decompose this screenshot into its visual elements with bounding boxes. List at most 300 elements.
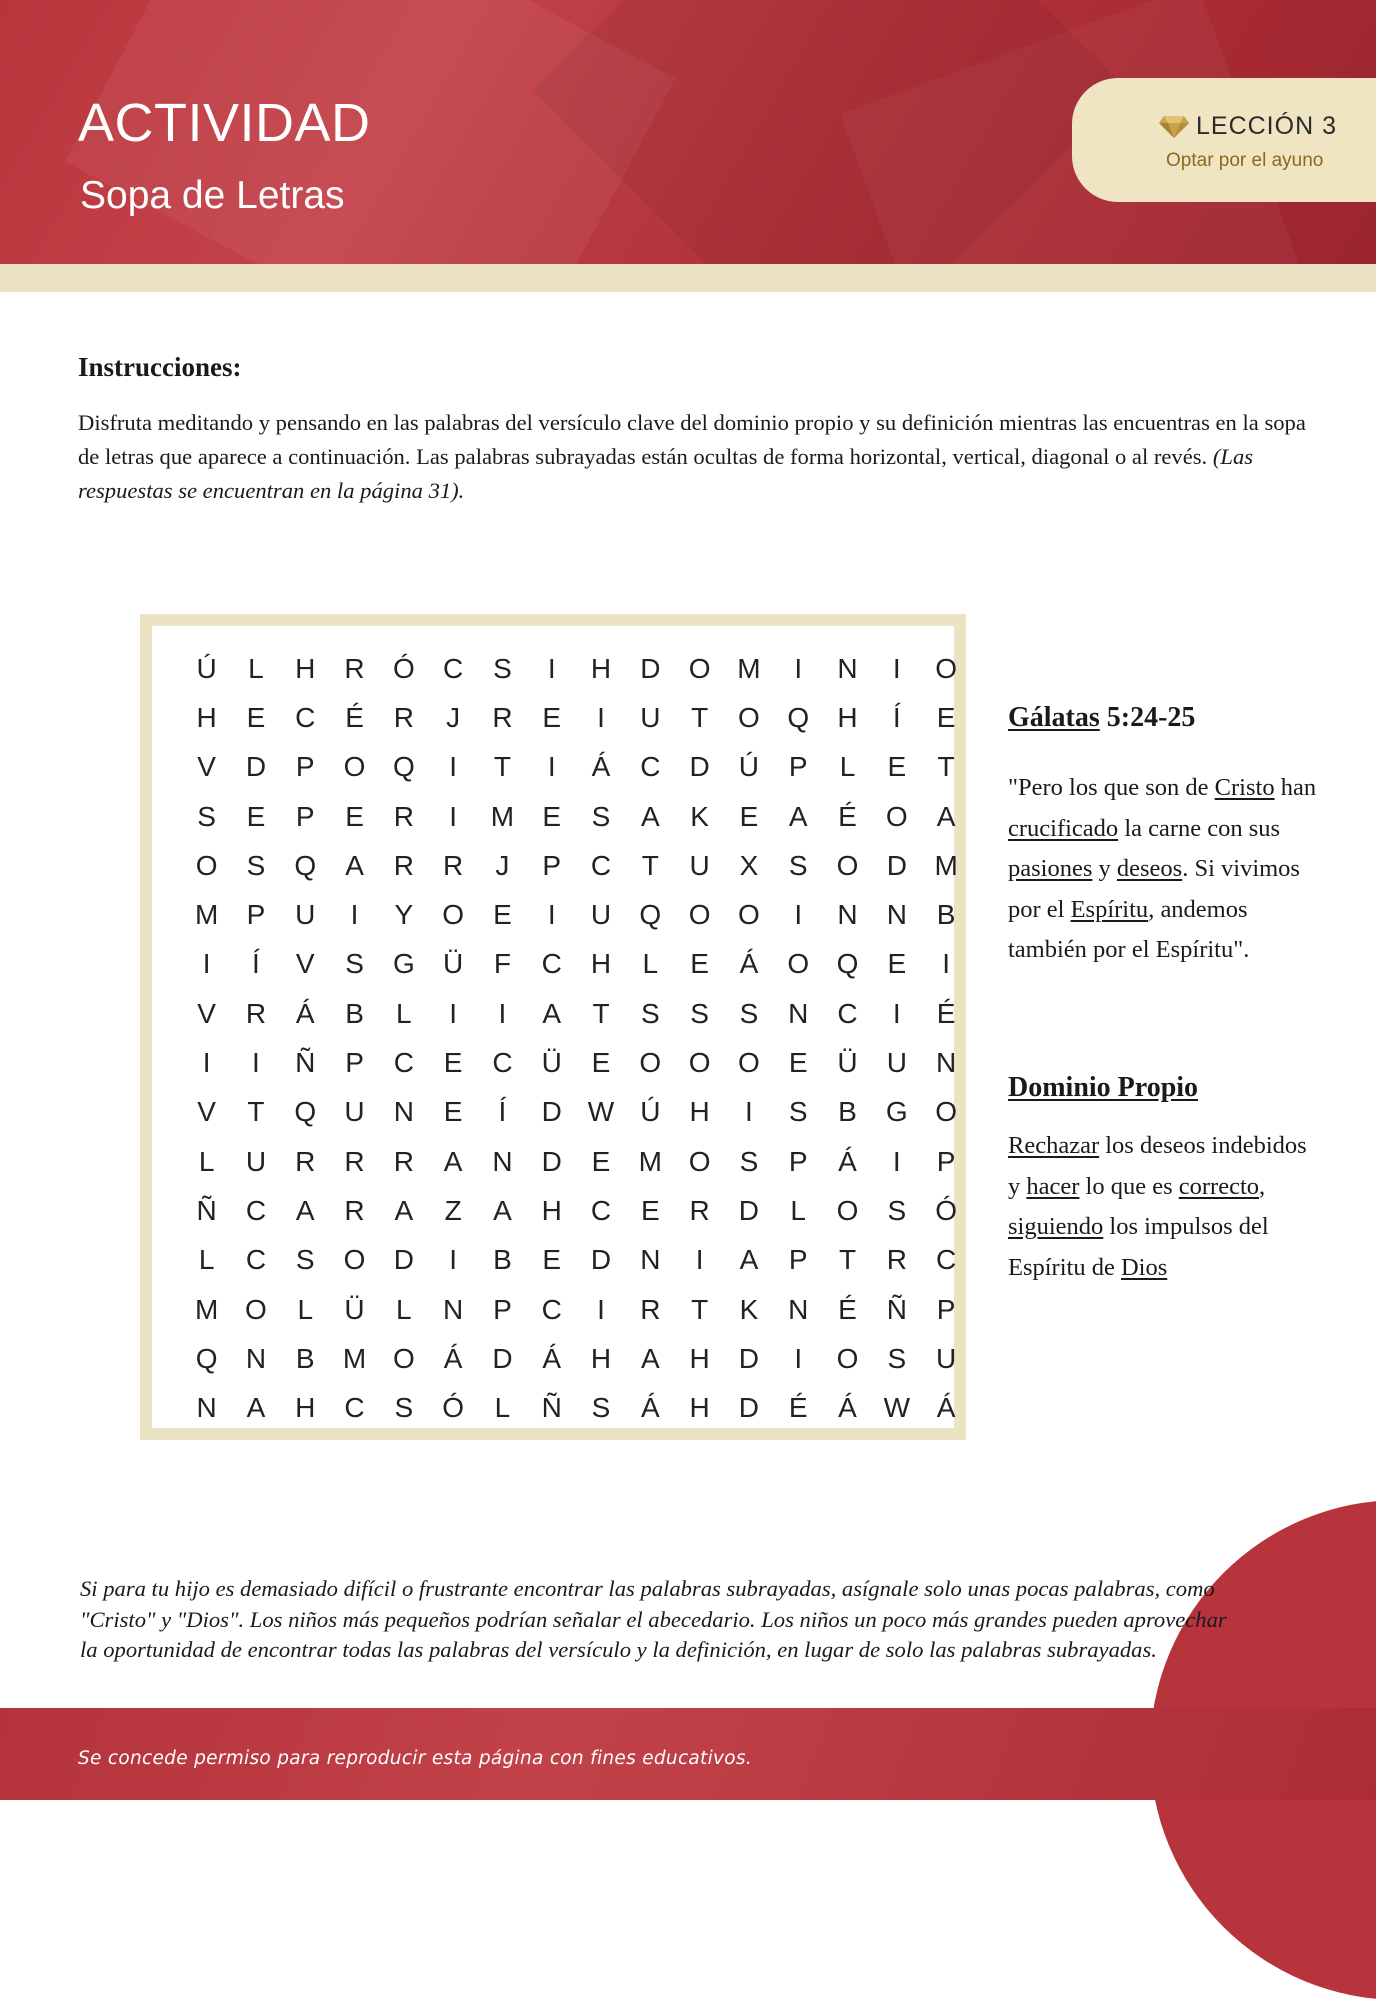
instructions-heading: Instrucciones:	[78, 352, 242, 382]
grid-letter: I	[350, 899, 359, 931]
grid-letter: T	[691, 701, 709, 733]
grid-letter: E	[591, 1047, 611, 1079]
diamond-icon	[1158, 115, 1190, 139]
grid-letter: S	[394, 1392, 414, 1424]
grid-letter: R	[245, 997, 267, 1029]
grid-letter: R	[344, 1145, 365, 1177]
grid-letter: D	[738, 1194, 760, 1226]
grid-letter: U	[935, 1342, 957, 1374]
grid-letter: I	[547, 751, 556, 783]
grid-letter: N	[886, 899, 907, 931]
grid-letter: Ü	[541, 1047, 562, 1079]
grid-letter: L	[396, 997, 412, 1029]
grid-letter: M	[194, 1293, 219, 1325]
grid-letter: Q	[294, 849, 317, 881]
grid-letter: S	[887, 1342, 907, 1374]
verse-reference	[1008, 702, 1195, 734]
grid-letter: J	[446, 701, 461, 733]
grid-letter: Ú	[196, 652, 217, 684]
grid-letter: I	[547, 652, 556, 684]
grid-letter: F	[493, 948, 511, 980]
grid-letter: C	[443, 652, 464, 684]
word-search-frame	[140, 614, 966, 1440]
grid-letter: H	[837, 701, 858, 733]
grid-letter: L	[790, 1194, 806, 1226]
grid-letter: S	[591, 1392, 611, 1424]
grid-letter: V	[197, 997, 216, 1029]
grid-letter: H	[590, 948, 612, 980]
activity-title: ACTIVIDAD	[78, 93, 371, 153]
text-run: los impulsos del Espíritu de	[1008, 1213, 1269, 1281]
grid-letter: E	[591, 1145, 611, 1177]
grid-letter: R	[295, 1145, 316, 1177]
grid-letter: T	[592, 997, 610, 1029]
grid-letter: C	[295, 701, 316, 733]
grid-letter: Á	[295, 997, 315, 1029]
grid-letter: M	[638, 1145, 662, 1177]
grid-letter: R	[344, 1194, 365, 1226]
grid-letter: Q	[787, 701, 810, 733]
grid-letter: C	[590, 1194, 612, 1226]
grid-letter: Q	[392, 751, 415, 783]
grid-letter: Í	[252, 948, 260, 980]
grid-letter: C	[640, 751, 661, 783]
grid-letter: L	[198, 1145, 215, 1177]
text-run: han	[1274, 774, 1317, 801]
grid-letter: R	[393, 800, 414, 832]
grid-letter: V	[295, 948, 315, 980]
grid-letter: H	[590, 1342, 612, 1374]
text-run: lo que es	[1079, 1172, 1179, 1200]
grid-letter: Á	[838, 1145, 857, 1177]
grid-letter: É	[936, 997, 956, 1029]
grid-letter: Y	[394, 899, 414, 931]
grid-letter: G	[392, 948, 415, 980]
grid-letter: V	[197, 751, 216, 783]
grid-letter: B	[295, 1342, 315, 1374]
grid-letter: Á	[739, 948, 759, 980]
grid-letter: O	[935, 1096, 957, 1128]
grid-letter: S	[640, 997, 660, 1029]
grid-letter: O	[738, 1047, 760, 1079]
grid-letter: I	[449, 997, 458, 1029]
underlined-word: pasiones	[1008, 855, 1093, 882]
grid-letter: I	[794, 1342, 803, 1374]
grid-letter: Ü	[344, 1293, 365, 1325]
grid-letter: Ñ	[886, 1293, 907, 1325]
grid-letter: T	[641, 849, 659, 881]
grid-letter: B	[345, 997, 364, 1029]
underlined-word: correcto	[1178, 1172, 1260, 1200]
grid-letter: C	[492, 1047, 513, 1079]
grid-letter: I	[892, 1145, 901, 1177]
grid-letter: Á	[542, 1342, 562, 1374]
grid-letter: K	[739, 1293, 759, 1325]
grid-letter: V	[197, 1096, 216, 1128]
grid-letter: Á	[443, 1342, 463, 1374]
grid-letter: O	[245, 1293, 267, 1325]
grid-letter: I	[794, 899, 803, 931]
grid-letter: O	[836, 849, 859, 881]
grid-letter: T	[838, 1244, 857, 1276]
grid-letter: B	[936, 899, 956, 931]
grid-letter: E	[542, 1244, 562, 1276]
grid-letter: Á	[640, 1392, 660, 1424]
grid-letter: A	[295, 1194, 315, 1226]
grid-letter: Í	[892, 701, 901, 733]
grid-letter: U	[344, 1096, 365, 1128]
grid-letter: A	[345, 849, 364, 881]
grid-letter: A	[640, 800, 660, 832]
grid-letter: R	[393, 701, 414, 733]
grid-letter: L	[248, 652, 264, 684]
grid-letter: I	[695, 1244, 704, 1276]
grid-letter: D	[541, 1096, 562, 1128]
grid-letter: P	[936, 1293, 956, 1325]
grid-letter: P	[493, 1293, 512, 1325]
grid-letter: Ú	[738, 751, 760, 783]
grid-letter: I	[892, 997, 901, 1029]
grid-letter: R	[640, 1293, 661, 1325]
grid-letter: C	[541, 948, 562, 980]
grid-letter: H	[689, 1096, 710, 1128]
grid-letter: R	[393, 849, 414, 881]
grid-letter: R	[689, 1194, 710, 1226]
grid-letter: R	[344, 652, 365, 684]
grid-letter: N	[492, 1145, 513, 1177]
grid-letter: Q	[195, 1342, 218, 1374]
grid-letter: O	[787, 948, 810, 980]
grid-letter: I	[597, 1293, 605, 1325]
text-run: ,	[1259, 1172, 1266, 1200]
answers-note: (Las respuestas se encuentran en la página 31).	[78, 444, 1254, 503]
grid-letter: I	[449, 1244, 458, 1276]
grid-letter: E	[640, 1194, 660, 1226]
grid-letter: M	[490, 800, 515, 832]
grid-letter: D	[640, 652, 661, 684]
grid-letter: C	[393, 1047, 414, 1079]
grid-letter: A	[394, 1194, 414, 1226]
grid-letter: I	[449, 800, 458, 832]
grid-letter: Ñ	[541, 1392, 562, 1424]
grid-letter: D	[689, 751, 710, 783]
grid-letter: S	[788, 849, 808, 881]
grid-letter: N	[788, 1293, 809, 1325]
grid-letter: Ú	[640, 1096, 661, 1128]
grid-letter: H	[541, 1194, 562, 1226]
grid-letter: L	[494, 1392, 511, 1424]
grid-letter: B	[493, 1244, 512, 1276]
grid-letter: E	[246, 800, 266, 832]
grid-letter: S	[739, 1145, 759, 1177]
grid-letter: E	[542, 800, 562, 832]
grid-letter: S	[493, 652, 512, 684]
header-band	[0, 264, 1376, 292]
grid-letter: N	[935, 1047, 957, 1079]
grid-letter: A	[246, 1392, 266, 1424]
grid-letter: O	[343, 1244, 366, 1276]
grid-letter: R	[886, 1244, 907, 1276]
grid-letter: I	[498, 997, 507, 1029]
grid-letter: I	[252, 1047, 260, 1079]
grid-letter: O	[392, 1342, 415, 1374]
grid-letter: P	[295, 751, 315, 783]
definition-title: Dominio Propio	[1008, 1072, 1199, 1103]
grid-letter: N	[245, 1342, 267, 1374]
grid-letter: A	[936, 800, 956, 832]
grid-letter: R	[492, 701, 513, 733]
grid-letter: L	[198, 1244, 215, 1276]
grid-letter: L	[642, 948, 659, 980]
grid-letter: E	[936, 701, 956, 733]
grid-letter: N	[443, 1293, 464, 1325]
grid-letter: T	[493, 751, 511, 783]
text-run: . Si vivimos por el	[1008, 855, 1300, 923]
grid-letter: Ü	[443, 948, 464, 980]
grid-letter: N	[393, 1096, 414, 1128]
parent-note: Si para tu hijo es demasiado difícil o frustrante encontrar las palabras subrayadas, asígnale solo unas pocas palabras, como "Cristo" y "Dios". Los niños más pequeños podrían señalar el abecedario. Los niños un poco más grandes pueden aprovechar la oportunidad de encontrar todas las palabras del versículo y la definición, en lugar de solo las palabras subrayadas.	[80, 1576, 1227, 1662]
grid-letter: H	[689, 1392, 710, 1424]
grid-letter: O	[688, 652, 711, 684]
grid-letter: S	[887, 1194, 907, 1226]
grid-letter: N	[837, 899, 858, 931]
grid-letter: G	[885, 1096, 908, 1128]
grid-letter: M	[934, 849, 958, 881]
underlined-word: Rechazar	[1008, 1132, 1100, 1159]
grid-letter: L	[297, 1293, 314, 1325]
grid-letter: Z	[444, 1194, 462, 1226]
grid-letter: N	[640, 1244, 661, 1276]
grid-letter: M	[194, 899, 219, 931]
lesson-label: LECCIÓN 3	[1196, 112, 1337, 140]
grid-letter: O	[639, 1047, 662, 1079]
grid-letter: U	[886, 1047, 907, 1079]
grid-letter: K	[690, 800, 709, 832]
grid-letter: E	[542, 701, 562, 733]
grid-letter: S	[345, 948, 364, 980]
grid-letter: Q	[294, 1096, 317, 1128]
grid-letter: Á	[591, 751, 611, 783]
grid-letter: P	[295, 800, 315, 832]
activity-subtitle: Sopa de Letras	[80, 174, 345, 217]
underlined-word: Cristo	[1214, 774, 1275, 801]
grid-letter: S	[788, 1096, 808, 1128]
grid-letter: A	[788, 800, 808, 832]
grid-letter: U	[590, 899, 612, 931]
grid-letter: D	[393, 1244, 414, 1276]
grid-letter: É	[838, 800, 857, 832]
grid-letter: S	[739, 997, 759, 1029]
underlined-word: hacer	[1026, 1172, 1080, 1200]
grid-letter: H	[590, 652, 612, 684]
grid-letter: P	[788, 1244, 808, 1276]
verse-text	[1008, 768, 1318, 971]
grid-letter: W	[883, 1392, 911, 1424]
underlined-word: Espíritu	[1070, 895, 1149, 923]
grid-letter: E	[887, 751, 907, 783]
grid-letter: É	[345, 701, 364, 733]
grid-letter: I	[942, 948, 950, 980]
lesson-topic: Optar por el ayuno	[1166, 150, 1324, 171]
grid-letter: E	[443, 1047, 463, 1079]
grid-letter: C	[935, 1244, 957, 1276]
grid-letter: U	[295, 899, 316, 931]
definition-text	[1008, 1126, 1308, 1288]
grid-letter: E	[246, 701, 266, 733]
grid-letter: I	[547, 899, 556, 931]
grid-letter: L	[396, 1293, 412, 1325]
grid-letter: A	[640, 1342, 660, 1374]
grid-letter: A	[542, 997, 562, 1029]
grid-letter: D	[245, 751, 267, 783]
grid-letter: O	[738, 701, 760, 733]
grid-letter: S	[197, 800, 216, 832]
grid-letter: O	[343, 751, 366, 783]
grid-letter: Á	[838, 1392, 857, 1424]
grid-letter: N	[837, 652, 858, 684]
grid-letter: O	[885, 800, 908, 832]
grid-letter: C	[344, 1392, 365, 1424]
grid-letter: A	[739, 1244, 759, 1276]
grid-letter: E	[887, 948, 907, 980]
grid-letter: M	[342, 1342, 367, 1374]
grid-letter: Ó	[442, 1392, 465, 1424]
grid-letter: U	[245, 1145, 267, 1177]
grid-letter: N	[196, 1392, 217, 1424]
grid-letter: O	[688, 899, 711, 931]
grid-letter: P	[788, 1145, 808, 1177]
grid-letter: D	[590, 1244, 612, 1276]
grid-letter: T	[247, 1096, 265, 1128]
grid-letter: P	[936, 1145, 956, 1177]
grid-letter: S	[690, 997, 709, 1029]
grid-letter: Ó	[392, 652, 415, 684]
grid-letter: B	[838, 1096, 857, 1128]
grid-letter: I	[794, 652, 803, 684]
header-banner	[0, 0, 1376, 264]
grid-letter: C	[590, 849, 612, 881]
word-search-grid	[182, 644, 958, 1433]
grid-letter: I	[202, 948, 211, 980]
grid-letter: O	[195, 849, 218, 881]
grid-letter: A	[493, 1194, 512, 1226]
lesson-tab	[1072, 78, 1376, 202]
footer-text: Se concede permiso para reproducir esta página con fines educativos.	[78, 1748, 753, 1769]
grid-letter: C	[245, 1194, 267, 1226]
grid-letter: O	[738, 899, 760, 931]
grid-letter: I	[745, 1096, 753, 1128]
grid-letter: H	[196, 701, 217, 733]
verse-book: Gálatas	[1008, 702, 1100, 733]
grid-letter: U	[689, 849, 710, 881]
grid-letter: Ñ	[295, 1047, 316, 1079]
grid-letter: H	[295, 652, 316, 684]
grid-letter: W	[587, 1096, 615, 1128]
grid-letter: D	[492, 1342, 513, 1374]
grid-letter: P	[246, 899, 266, 931]
grid-letter: O	[688, 1145, 711, 1177]
grid-letter: E	[443, 1096, 463, 1128]
grid-letter: N	[788, 997, 809, 1029]
grid-letter: D	[541, 1145, 562, 1177]
grid-letter: P	[788, 751, 808, 783]
grid-letter: A	[443, 1145, 463, 1177]
grid-letter: I	[892, 652, 901, 684]
grid-letter: É	[788, 1392, 808, 1424]
grid-letter: E	[788, 1047, 808, 1079]
grid-letter: T	[691, 1293, 709, 1325]
grid-letter: C	[837, 997, 858, 1029]
grid-letter: O	[935, 652, 957, 684]
grid-letter: H	[689, 1342, 710, 1374]
grid-letter: E	[345, 800, 364, 832]
grid-letter: C	[245, 1244, 267, 1276]
grid-letter: O	[442, 899, 465, 931]
lesson-row	[1158, 112, 1337, 141]
grid-letter: C	[541, 1293, 562, 1325]
grid-letter: T	[937, 751, 955, 783]
grid-letter: O	[688, 1047, 711, 1079]
grid-letter: Q	[639, 899, 662, 931]
grid-letter: D	[738, 1342, 760, 1374]
grid-letter: É	[838, 1293, 857, 1325]
grid-letter: P	[345, 1047, 364, 1079]
grid-letter: R	[443, 849, 464, 881]
text-run: "Pero los que son de	[1008, 774, 1215, 801]
grid-letter: H	[295, 1392, 316, 1424]
grid-letter: O	[836, 1194, 859, 1226]
grid-letter: Ñ	[196, 1194, 217, 1226]
grid-letter: I	[449, 751, 458, 783]
underlined-word: crucificado	[1008, 814, 1119, 842]
grid-letter: U	[640, 701, 661, 733]
grid-letter: R	[393, 1145, 414, 1177]
grid-letter: P	[542, 849, 562, 881]
verse-chapter: 5:24-25	[1099, 702, 1196, 733]
grid-letter: S	[591, 800, 611, 832]
instructions-text: Disfruta meditando y pensando en las palabras del versículo clave del dominio propio y su definición mientras las encuentras en la sopa de letras que aparece a continuación. Las palabras subrayadas están ocultas de forma horizontal, vertical, diagonal o al revés.	[78, 410, 1306, 469]
instructions-body	[78, 406, 1308, 508]
grid-letter: I	[202, 1047, 211, 1079]
grid-letter: J	[495, 849, 510, 881]
grid-letter: Ü	[837, 1047, 858, 1079]
grid-letter: Ó	[935, 1194, 957, 1226]
underlined-word: deseos	[1116, 855, 1183, 882]
grid-letter: S	[246, 849, 266, 881]
grid-letter: S	[295, 1244, 315, 1276]
underlined-word: siguiendo	[1008, 1213, 1104, 1240]
grid-letter: L	[839, 751, 856, 783]
grid-letter: O	[836, 1342, 859, 1374]
grid-letter: X	[739, 849, 759, 881]
grid-letter: Á	[936, 1392, 956, 1424]
grid-letter: M	[737, 652, 761, 684]
grid-letter: E	[739, 800, 759, 832]
grid-letter: I	[597, 701, 605, 733]
text-run: y	[1092, 855, 1117, 882]
text-run: los deseos indebidos y	[1008, 1132, 1307, 1200]
grid-letter: Í	[498, 1096, 507, 1128]
text-run: , andemos también por el Espíritu".	[1008, 895, 1250, 963]
grid-letter: D	[886, 849, 907, 881]
text-run: la carne con sus	[1118, 814, 1281, 842]
grid-letter: D	[738, 1392, 760, 1424]
underlined-word: Dios	[1120, 1253, 1168, 1281]
grid-letter: E	[493, 899, 512, 931]
grid-letter: Q	[836, 948, 859, 980]
footer-banner	[0, 1708, 1376, 1800]
grid-letter: E	[690, 948, 709, 980]
